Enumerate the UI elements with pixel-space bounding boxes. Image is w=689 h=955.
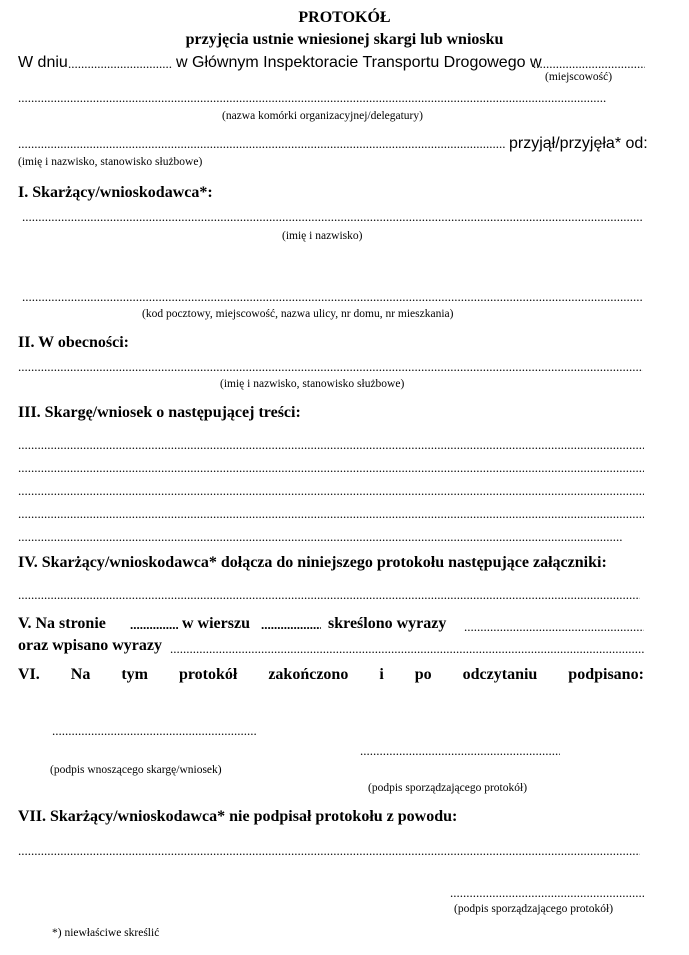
line-number-field[interactable] <box>261 618 321 631</box>
section-6-word: podpisano: <box>568 666 644 683</box>
document-title: PROTOKÓŁ <box>298 9 391 26</box>
deleted-words-field[interactable] <box>464 620 644 633</box>
section-6-word: Na <box>70 666 91 683</box>
section-5-part1: V. Na stronie <box>18 615 106 632</box>
content-line-4[interactable] <box>18 507 644 520</box>
unit-field[interactable] <box>18 91 607 104</box>
content-line-2[interactable] <box>18 461 644 474</box>
section-6-word: VI. <box>18 666 40 683</box>
miejscowosc-caption: (miejscowość) <box>545 71 613 83</box>
section-2-heading: II. W obecności: <box>18 334 129 351</box>
section-7-heading: VII. Skarżący/wnioskodawca* nie podpisał protokołu z powodu: <box>18 808 458 825</box>
signature-officer-caption: (podpis sporządzającego protokół) <box>368 782 528 794</box>
document-subtitle: przyjęcia ustnie wniesionej skargi lub wniosku <box>185 31 504 48</box>
city-field[interactable] <box>533 57 645 70</box>
signature-complainant-field[interactable] <box>52 724 256 737</box>
complainant-address-field[interactable] <box>22 290 642 303</box>
presence-caption: (imię i nazwisko, stanowisko służbowe) <box>220 378 405 390</box>
page-number-field[interactable] <box>130 618 178 631</box>
complainant-name-field[interactable] <box>22 210 642 223</box>
refusal-reason-field[interactable] <box>18 844 640 857</box>
section-4-heading: IV. Skarżący/wnioskodawca* dołącza do niniejszego protokołu następujące załączniki: <box>18 554 607 571</box>
date-field[interactable] <box>68 57 172 70</box>
content-line-1[interactable] <box>18 438 644 451</box>
section-6-heading <box>18 667 644 683</box>
content-line-5[interactable] <box>18 530 623 543</box>
added-words-field[interactable] <box>170 642 644 655</box>
complainant-name-caption: (imię i nazwisko) <box>282 230 363 242</box>
section-6-word: odczytaniu <box>462 666 538 683</box>
w-dniu-label: W dniu <box>18 54 68 71</box>
receiver-field[interactable] <box>18 137 506 150</box>
signature-officer-2-caption: (podpis sporządzającego protokół) <box>454 903 614 915</box>
signature-officer-field[interactable] <box>360 744 560 757</box>
section-6-word: i <box>379 666 384 683</box>
section-5-part2: w wierszu <box>182 615 250 632</box>
section-5-part3: skreślono wyrazy <box>328 615 447 632</box>
section-6-word: zakończono <box>268 666 349 683</box>
complainant-address-caption: (kod pocztowy, miejscowość, nazwa ulicy, nr domu, nr mieszkania) <box>142 308 454 320</box>
section-3-heading: III. Skargę/wniosek o następującej treści: <box>18 404 301 421</box>
section-1-heading: I. Skarżący/wnioskodawca*: <box>18 184 213 201</box>
przyjal-label: przyjął/przyjęła* od: <box>509 135 648 152</box>
section-6-word: po <box>414 666 432 683</box>
attachments-field[interactable] <box>18 588 640 601</box>
section-6-word: protokół <box>178 666 238 683</box>
signature-officer-2-field[interactable] <box>450 886 644 899</box>
gitd-label: w Głównym Inspektoracie Transportu Drogowego w <box>176 54 542 71</box>
receiver-caption: (imię i nazwisko, stanowisko służbowe) <box>18 156 203 168</box>
presence-field[interactable] <box>18 360 643 373</box>
content-line-3[interactable] <box>18 484 644 497</box>
section-5-line2: oraz wpisano wyrazy <box>18 637 162 654</box>
section-6-word: tym <box>121 666 148 683</box>
footnote: *) niewłaściwe skreślić <box>52 927 160 939</box>
signature-complainant-caption: (podpis wnoszącego skargę/wniosek) <box>50 764 222 776</box>
komorka-caption: (nazwa komórki organizacyjnej/delegatury) <box>222 110 423 122</box>
